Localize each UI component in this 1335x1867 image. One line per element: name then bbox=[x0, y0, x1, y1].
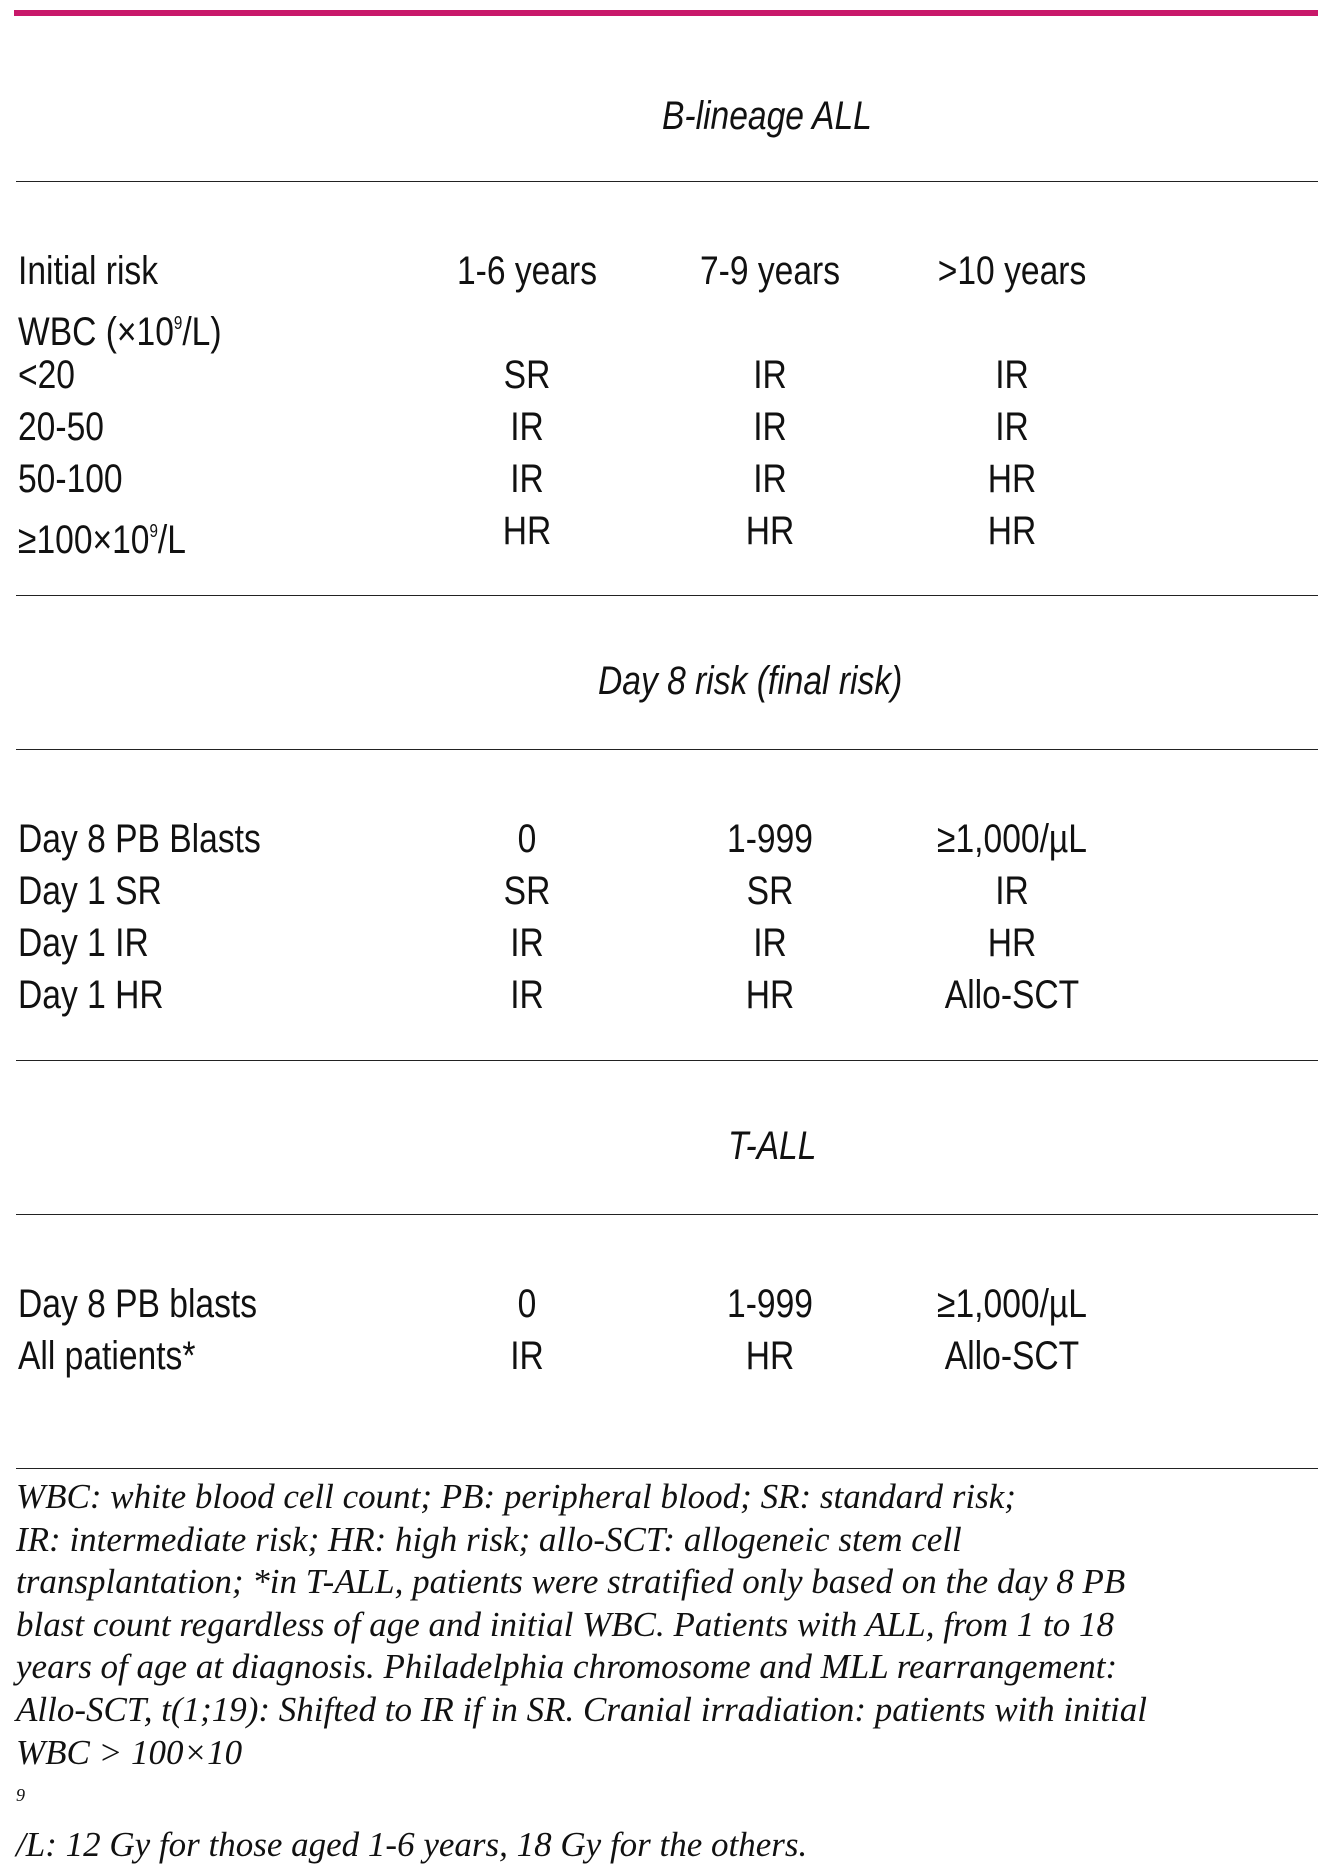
row-label: Day 1 IR bbox=[18, 921, 149, 965]
table-cell: SR bbox=[503, 869, 551, 913]
column-header: 1-999 bbox=[727, 817, 813, 861]
table-cell: SR bbox=[746, 869, 794, 913]
table-row bbox=[0, 1330, 1335, 1382]
divider bbox=[16, 181, 1318, 182]
table-cell: IR bbox=[753, 921, 787, 965]
row-label: Day 1 SR bbox=[18, 869, 162, 913]
table-row bbox=[0, 865, 1335, 917]
footnote-text: WBC > 100×10 bbox=[16, 1732, 243, 1772]
label-text: ≥100×10 bbox=[18, 518, 150, 562]
footnote-line bbox=[16, 1732, 1318, 1867]
footnote-line: transplantation; *in T-ALL, patients were stratified only based on the day 8 PB bbox=[16, 1562, 1126, 1602]
row-label: Day 8 PB blasts bbox=[18, 1282, 258, 1326]
table-row bbox=[0, 453, 1335, 505]
table-footnote bbox=[16, 1476, 1318, 1867]
table-cell: IR bbox=[510, 1334, 544, 1378]
table-cell: SR bbox=[503, 353, 551, 397]
section-title-t-all: T-ALL bbox=[728, 1124, 817, 1168]
row-label: 50-100 bbox=[18, 457, 123, 501]
table-cell: IR bbox=[995, 405, 1029, 449]
row-label: All patients* bbox=[18, 1334, 196, 1378]
divider bbox=[16, 1214, 1318, 1215]
table-cell: IR bbox=[510, 921, 544, 965]
column-header: 1-6 years bbox=[456, 249, 598, 293]
table-cell: IR bbox=[753, 405, 787, 449]
footnote-line: Allo-SCT, t(1;19): Shifted to IR if in SR. Cranial irradiation: patients with initial bbox=[16, 1689, 1148, 1729]
table-row bbox=[0, 917, 1335, 969]
table-row bbox=[0, 401, 1335, 453]
footnote-text: /L: 12 Gy for those aged 1-6 years, 18 Gy for the others. bbox=[16, 1825, 808, 1865]
table-cell: HR bbox=[745, 509, 795, 553]
footnote-line: WBC: white blood cell count; PB: peripheral blood; SR: standard risk; bbox=[16, 1477, 1016, 1516]
column-header: ≥1,000/µL bbox=[937, 817, 1087, 861]
table-cell: HR bbox=[745, 973, 795, 1017]
table-cell: HR bbox=[745, 1334, 795, 1378]
label-text: WBC (×10 bbox=[18, 310, 174, 354]
superscript: 9 bbox=[16, 1785, 25, 1806]
column-header: 7-9 years bbox=[699, 249, 841, 293]
table-row bbox=[0, 349, 1335, 401]
divider bbox=[16, 595, 1318, 596]
footnote-line: years of age at diagnosis. Philadelphia chromosome and MLL rearrangement: bbox=[16, 1647, 1118, 1687]
table-cell: IR bbox=[995, 353, 1029, 397]
table-cell: HR bbox=[502, 509, 552, 553]
section-title-day8: Day 8 risk (final risk) bbox=[598, 659, 903, 703]
table-cell: HR bbox=[987, 921, 1037, 965]
table-cell: IR bbox=[753, 353, 787, 397]
row-label: Day 1 HR bbox=[18, 973, 164, 1017]
column-header: ≥1,000/µL bbox=[937, 1282, 1087, 1326]
table-row bbox=[0, 505, 1335, 562]
superscript: 9 bbox=[173, 313, 183, 333]
table-header-row bbox=[0, 245, 1335, 297]
table-cell: IR bbox=[510, 405, 544, 449]
divider bbox=[16, 1060, 1318, 1061]
label-text: /L bbox=[157, 518, 186, 562]
table-cell: IR bbox=[995, 869, 1029, 913]
column-header: 1-999 bbox=[727, 1282, 813, 1326]
row-label: 20-50 bbox=[18, 405, 104, 449]
table-cell: Allo-SCT bbox=[944, 1334, 1080, 1378]
footnote-line: blast count regardless of age and initial WBC. Patients with ALL, from 1 to 18 bbox=[16, 1604, 1114, 1644]
divider bbox=[16, 749, 1318, 750]
accent-bar bbox=[14, 10, 1318, 16]
column-header: 0 bbox=[517, 817, 537, 861]
table-cell: HR bbox=[987, 457, 1037, 501]
row-label: Day 8 PB Blasts bbox=[18, 817, 261, 861]
table-cell: Allo-SCT bbox=[944, 973, 1080, 1017]
table-cell: IR bbox=[753, 457, 787, 501]
table-cell: HR bbox=[987, 509, 1037, 553]
label-text: /L) bbox=[182, 310, 222, 354]
section-title-b-lineage: B-lineage ALL bbox=[662, 94, 872, 138]
column-header: >10 years bbox=[937, 249, 1087, 293]
row-label: Initial risk bbox=[18, 249, 159, 293]
divider bbox=[16, 1468, 1318, 1469]
table-cell: IR bbox=[510, 457, 544, 501]
footnote-line: IR: intermediate risk; HR: high risk; allo-SCT: allogeneic stem cell bbox=[16, 1519, 962, 1559]
table-header-row bbox=[0, 1278, 1335, 1330]
table-cell: IR bbox=[510, 973, 544, 1017]
table-header-row bbox=[0, 813, 1335, 865]
table-row bbox=[0, 969, 1335, 1021]
row-label: <20 bbox=[18, 353, 76, 397]
column-header: 0 bbox=[517, 1282, 537, 1326]
row-label bbox=[18, 505, 186, 566]
table-sublabel-row bbox=[0, 297, 1335, 354]
superscript: 9 bbox=[149, 521, 158, 541]
